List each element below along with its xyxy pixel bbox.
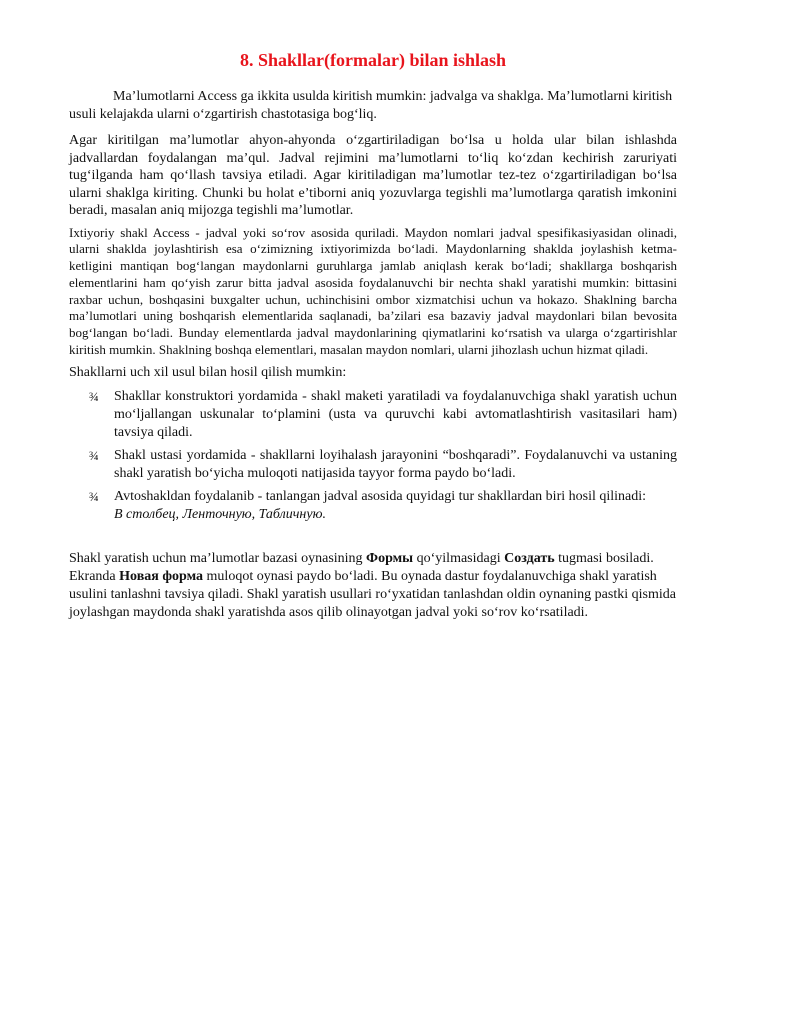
- bullet-glyph: ¾: [89, 488, 99, 504]
- paragraph-form-structure: Ixtiyoriy shakl Access - jadval yoki so‘rov asosida quriladi. Maydon nomlari jadval spesifikasiyasidan olinadi, ularni shaklda joylashtirish esa o‘zimizning ixtiyorimizda bo‘ladi. Maydonlarning shaklda joylashish ketma-ketligini mantiqan bog‘langan maydonlarni guruhlarga jamlab aniqlash kerak bo‘ladi; shakllarga boshqarish elementlarini ham qo‘yish zarur bitta jadval asosida foydalanuvchi bir nechta shakl yaratishi mumkin: bittasini raxbar uchun, boshqasini buxgalter uchun, uchinchisini ombor xizmatchisi uchun va hokazo. Shaklning barcha ma’lumotlari uning boshqarish elementlarida saqlanadi, ba’zilari esa bazaviy jadval maydonlari bilan bevosita bog‘langan bo‘ladi. Bunday elementlarda jadval maydonlarining qiymatlarini ko‘rsatish va ularga o‘zgartirishlar kiritish mumkin. Shaklning boshqa elementlari, masalan maydon nomlari, ularni jihozlash uchun hizmat qiladi.: [69, 224, 677, 358]
- list-item-text: Avtoshakldan foydalanib - tanlangan jadval asosida quyidagi tur shakllardan biri hosil qilinadi:: [114, 488, 647, 504]
- p5-text-a: Shakl yaratish uchun ma’lumotlar bazasi oynasining: [69, 550, 367, 566]
- bullet-glyph: ¾: [89, 388, 99, 404]
- p5-text-d: tugmasi bosiladi. Ekranda: [69, 550, 654, 584]
- document-page: [69, 48, 677, 622]
- p5-text-e: muloqot oynasi paydo bo‘ladi. Bu oynada dastur foydalanuvchiga shakl yaratish usulini tanlashni tavsiya qiladi. Shakl yaratish usullari ro‘yxatidan tanlashdan oldin oynaning pastki qismida joylashgan maydonda shakl yaratishda asos qilib olinayotgan jadval yoki so‘rov ko‘rsatiladi.: [69, 568, 676, 620]
- list-item-text: Shakllar konstruktori yordamida - shakl maketi yaratiladi va foydalanuvchiga shakl yaratish uchun mo‘ljallangan uskunalar to‘plamini (usta va quruvchi kabi avtomatlashtirish vasitasilari ham) tavsiya qiladi.: [114, 388, 677, 440]
- list-item: [69, 388, 677, 442]
- page-title: 8. Shakllar(formalar) bilan ishlash: [239, 50, 507, 70]
- list-item: [69, 447, 677, 483]
- p5-text-c: qo‘yilmasidagi: [413, 550, 505, 566]
- p5-bold-novaya-forma: Новая форма: [119, 568, 204, 584]
- list-item: [69, 488, 677, 524]
- methods-list: [69, 388, 677, 524]
- list-item-italic-options: В столбец, Ленточную, Табличную.: [114, 506, 326, 522]
- p5-bold-sozdat: Создать: [504, 550, 555, 566]
- bullet-glyph: ¾: [89, 447, 99, 463]
- list-item-text: Shakl ustasi yordamida - shakllarni loyihalash jarayonini “boshqaradi”. Foydalanuvchi va ustaning shakl yaratish bo‘yicha muloqoti natijasida tayyor forma paydo bo‘ladi.: [114, 447, 677, 481]
- paragraph-methods-lead: Shakllarni uch xil usul bilan hosil qilish mumkin:: [69, 364, 347, 380]
- paragraph-table-usage: Agar kiritilgan ma’lumotlar ahyon-ahyonda o‘zgartiriladigan bo‘lsa u holda ular bilan ishlashda jadvallardan foydalangan ma’qul. Jadval rejimini ma’lumotlarni to‘liq ko‘zdan kechirish zaruriyati tug‘ilganda ham qo‘llash tavsiya etiladi. Agar kiritiladigan ma’lumotlar tez-tez o‘zgartiriladigan bo‘lsa ularni shaklga kiriting. Chunki bu holat e’tiborni aniq yozuvlarga tegishli ma’lumotlarga qaratish imkonini beradi, masalan aniq mijozga tegishli ma’lumotlar.: [69, 133, 677, 218]
- p5-bold-formy: Формы: [366, 550, 414, 566]
- paragraph-create-form: [69, 550, 677, 622]
- paragraph-intro: Ma’lumotlarni Access ga ikkita usulda kiritish mumkin: jadvalga va shaklga. Ma’lumotlarni kiritish usuli kelajakda ularni o‘zgartirish chastotasiga bog‘liq.: [69, 89, 673, 122]
